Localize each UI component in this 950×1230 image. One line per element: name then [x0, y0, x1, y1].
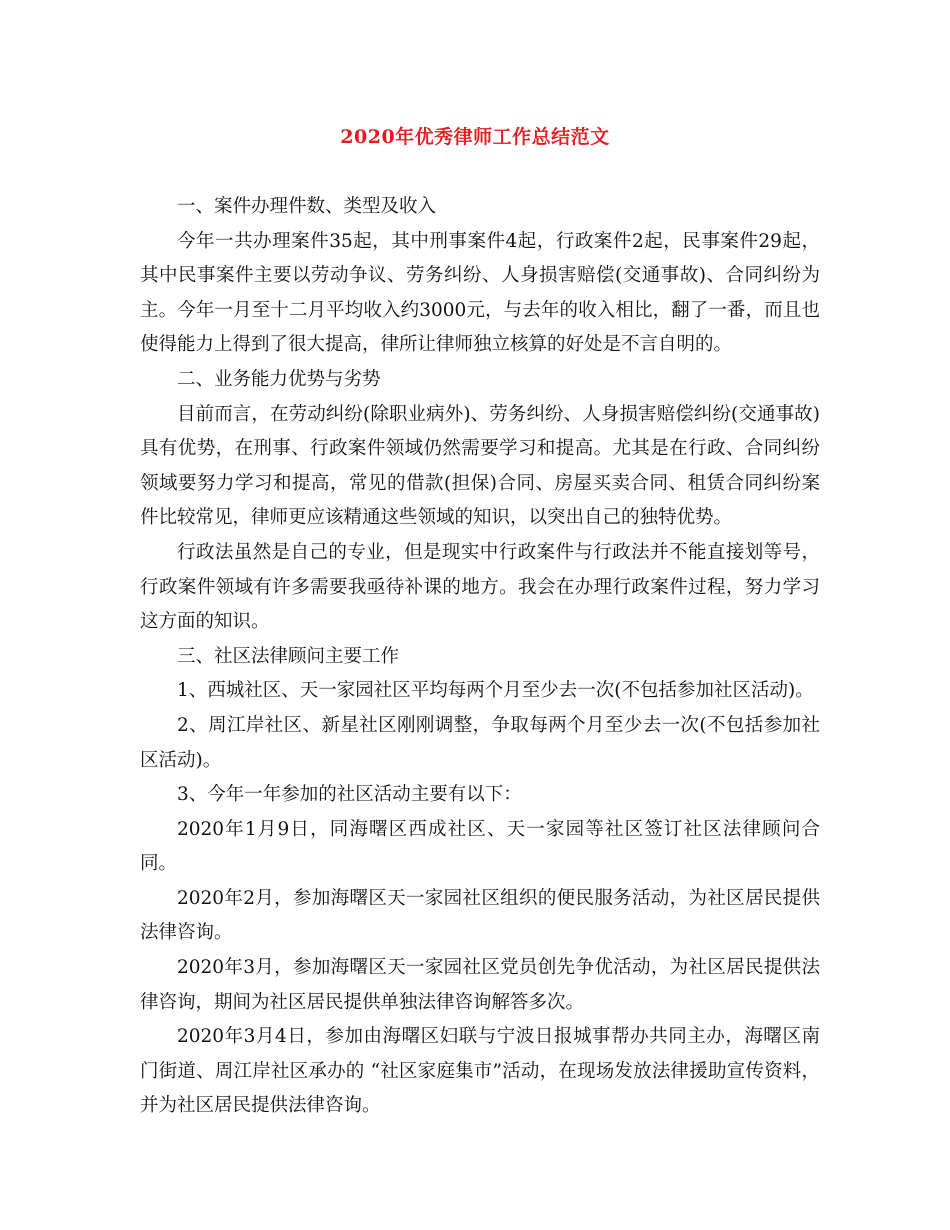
section-heading: 三、社区法律顾问主要工作	[177, 645, 400, 667]
list-item: 2、周江岸社区、新星社区刚刚调整，争取每两个月至少去一次(不包括参加社区活动)。	[140, 714, 820, 771]
body-paragraph: 2020年3月，参加海曙区天一家园社区党员创先争优活动，为社区居民提供法律咨询，期间为社区居民提供单独法律咨询解答多次。	[140, 957, 820, 1013]
section-heading: 二、业务能力优势与劣势	[177, 368, 381, 390]
body-paragraph: 2020年1月9日，同海曙区西成社区、天一家园等社区签订社区法律顾问合同。	[140, 818, 820, 875]
body-paragraph: 2020年2月，参加海曙区天一家园社区组织的便民服务活动，为社区居民提供法律咨询。	[140, 887, 820, 944]
list-item: 1、西城社区、天一家园社区平均每两个月至少去一次(不包括参加社区活动)。	[177, 680, 814, 702]
document-title: 2020年优秀律师工作总结范文	[340, 126, 610, 148]
body-paragraph: 2020年3月4日，参加由海曙区妇联与宁波日报城事帮办共同主办，海曙区南门街道、周江岸社区承办的 “社区家庭集市”活动，在现场发放法律援助宣传资料，并为社区居民提供法律咨询。	[140, 1026, 820, 1117]
document-body	[140, 190, 820, 1124]
body-paragraph: 今年一共办理案件35起，其中刑事案件4起，行政案件2起，民事案件29起，其中民事案件主要以劳动争议、劳务纠纷、人身损害赔偿(交通事故)、合同纠纷为主。今年一月至十二月平均收入约3000元，与去年的收入相比，翻了一番，而且也使得能力上得到了很大提高，律所让律师独立核算的好处是不言自明的。	[140, 230, 820, 356]
section-heading: 一、案件办理件数、类型及收入	[177, 196, 437, 217]
body-paragraph: 目前而言，在劳动纠纷(除职业病外)、劳务纠纷、人身损害赔偿纠纷(交通事故)具有优势，在刑事、行政案件领域仍然需要学习和提高。尤其是在行政、合同纠纷领域要努力学习和提高，常见的借款(担保)合同、房屋买卖合同、租赁合同纠纷案件比较常见，律师更应该精通这些领域的知识，以突出自己的独特优势。	[140, 403, 820, 529]
list-item: 3、今年一年参加的社区活动主要有以下：	[177, 784, 522, 806]
body-paragraph: 行政法虽然是自己的专业，但是现实中行政案件与行政法并不能直接划等号，行政案件领域有许多需要我亟待补课的地方。我会在办理行政案件过程，努力学习这方面的知识。	[140, 541, 820, 633]
